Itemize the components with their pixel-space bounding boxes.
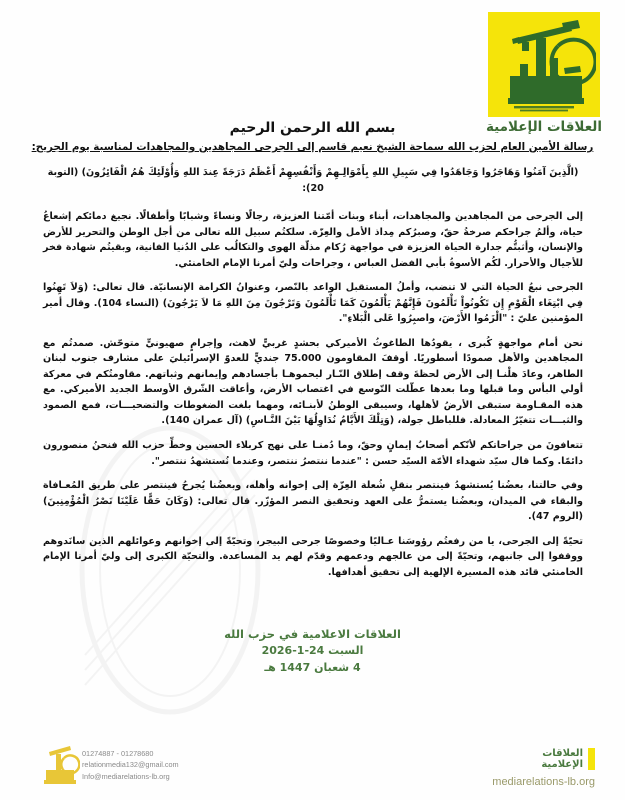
footer-brand <box>541 748 595 770</box>
signature-block <box>0 626 625 676</box>
subject-line-text: رسالة الأمين العام لحزب الله سماحة الشيخ نعيم قاسم إلى الجرحى المجاهدين والمجاهدات لمناسبة يوم الجريح: <box>31 141 594 153</box>
paragraph-4: تتعافونَ من جراحاتكم لأنّكم أصحابُ إيمانٍ وحقّ، وما دُمنـا على نهج كربلاء الحسين وخطِّ حزب الله فنحنُ منصورون دائمًا. وكما قال سيّد شهداء الأمّة السيّد حسن : "عندما ننتصرُ ننتصر، وعندما نُستشهدُ ننتصر". <box>43 439 583 467</box>
footer-brand-line-1: العلاقات <box>542 747 583 759</box>
footer-website-url[interactable]: mediarelations-lb.org <box>492 776 595 788</box>
footer-email-primary[interactable]: relationmedia132@gmail.com <box>82 760 179 770</box>
footer-brand-text <box>541 748 583 770</box>
document-body <box>43 165 583 589</box>
paragraph-3: نحن أمام مواجهةٍ كُبرى ، يقودُها الطاغوثُ الأميركي بحشدٍ غربيٍّ لاهث، وإجرامٍ صهيونيٍّ متوحّش. صمدتُم مع المجاهدين والأهل صمودًا أسطوريًا. أوقفَ المقاومون 75.000 جنديٍّ للعدوّ الإسرائيليَ على مشارف جنوب لبنان الطاهر، وعادَ هلْنـا إلى الأرض لحظةَ وقف إطلاق النّـار ليحموهـا بأجسادهم وإيمانهم وثباتهم. مقاومتُكم في معركة أولي البأس وما قبلها وما بعدها عطّلت التّوسع في اغتصاب الأرض، وأعاقت الشّرق الأوسط الجديد الأميركي. مع هذه المقـاومة ستبقى الأرضُ لأهلها، وسيبقى الوطنُ لأبنـائه، ومهما بلغت الضغوطات والتضحيـــات، فمع الصمود والثبـــات تتغيّرُ المعادلة. فللباطل جولة، (وَتِلْكَ الأَيَّامُ نُدَاوِلُهَا بَيْنَ النَّـاسِ) (آل عمران 140). <box>43 337 583 427</box>
paragraph-5: وفي حالتنا، بعضُنا يُستشهدُ فينتصر بنقلِ شُعلة العِزّة إلى إخوانه وأهله، وبعضُنا يُجرحُ فينتصر على طريق المُعـافاة والبقاء في الميدان، وبعضُنا يستمرُّ على العهد وتحقيق النصر المؤزّر. قال تعالى: (وَكَانَ حَقًّا عَلَيْنَا نَصْرُ الْمُؤْمِنِينَ) (الروم 47). <box>43 480 583 523</box>
subject-line <box>0 141 625 153</box>
paragraph-6: تحيّةً إلى الجرحى، يا من رفعتُم رؤوسَنا عـاليًا وخصوصًا جرحى البيجر، وتحيّةً إلى إخوانهم وعوائلهم الذين سانَدوهم ووقفوا إلى جانبهم، وتحيّةً إلى من عالجهم ودعمهم وقدّم لهم يد المساعدة. والتحيّة الكبرى إلى وليّ أمرنا الإمام الخامنئي قائد هذه المسيرة الإلهية إلى تحقيق أهدافها. <box>43 535 583 578</box>
signature-hijri-date: 4 شعبان 1447 هـ <box>264 660 361 674</box>
paragraph-opening-ayah: (الَّذِينَ آمَنُوا وَهَاجَرُوا وَجَاهَدُوا فِي سَبِيلِ اللهِ بِأَمْوَالِـهِمْ وَأَنْفُسِهِمْ أَعْظَمُ دَرَجَةً عِندَ اللهِ وَأُوْلَئِكَ هُمُ الْفَائِزُونَ) (التوبة 20): <box>47 167 579 194</box>
organization-logo <box>488 12 600 117</box>
brand-accent-bar-icon <box>588 748 595 770</box>
footer-contact-block <box>82 748 179 782</box>
footer-phone[interactable]: 01274887 - 01278680 <box>82 749 154 759</box>
signature-gregorian-date: السبت 24-1-2026 <box>261 644 364 658</box>
paragraph-1: إلى الجرحى من المجاهدين والمجاهدات، أبناء وبنات أمّتنا العزيزة، رجالًا ونساءً وشبابًا وأطفالًا. نجيغ دمائكم إشعاعُ حياة، وألمُ جراحكم صرخةُ حقّ، وصبرُكم مِداذ الأمل والعِزّة. سلكتُم سبيل الله تعالى من أجل الوطن والتحرير للأرض والإنسان، وأثبتُّم جدارة الحياة العزيزة في مواجهة رُكام مذلّة الهوى والتكالُب على الدُنيا الفانية، وبقيتُم شهادة فخر للأجيال والأحرار. لكُم الأسوةُ بأبي الفضل العباس ، وجراحات وليّ أمرنا الإمام الخامنئي. <box>43 211 583 269</box>
document-footer <box>0 722 625 800</box>
organization-caption: العلاقات الإعلامية <box>485 119 603 135</box>
footer-email-secondary[interactable]: Info@mediarelations-lb.org <box>82 771 170 781</box>
footer-brand-line-2: الإعلامية <box>541 758 583 770</box>
media-relations-mini-logo-icon <box>40 742 80 788</box>
paragraph-2: الجرحى نبعُ الحياة التي لا تنضب، وأملُ المستقبل الواعد بالنّصر، وعنوانُ الكرامة الإنسانيّة. قال تعالى: (وَلاَ تَهِنُوا فِي ابْتِغَاء الْقَوْمِ إِن تَكُونُواْ تَأْلَمُونَ فَإِنَّهُمْ يَأْلَمُونَ كَمَا تَأْلَمُونَ وَتَرْجُونَ مِنَ اللهِ مَا لاَ يَرْجُونَ) (النساء 104). وقال أمير المؤمنين عليّ : "الْزَمُوا الأَرْضَ، واصبِرُوا عَلى الْبَلاءِ". <box>43 282 583 325</box>
basmala-heading: بسم الله الرحمن الرحيم <box>229 120 396 136</box>
hezbollah-emblem-icon <box>492 16 596 114</box>
signature-name: العلاقات الاعلامية في حزب الله <box>224 627 401 641</box>
